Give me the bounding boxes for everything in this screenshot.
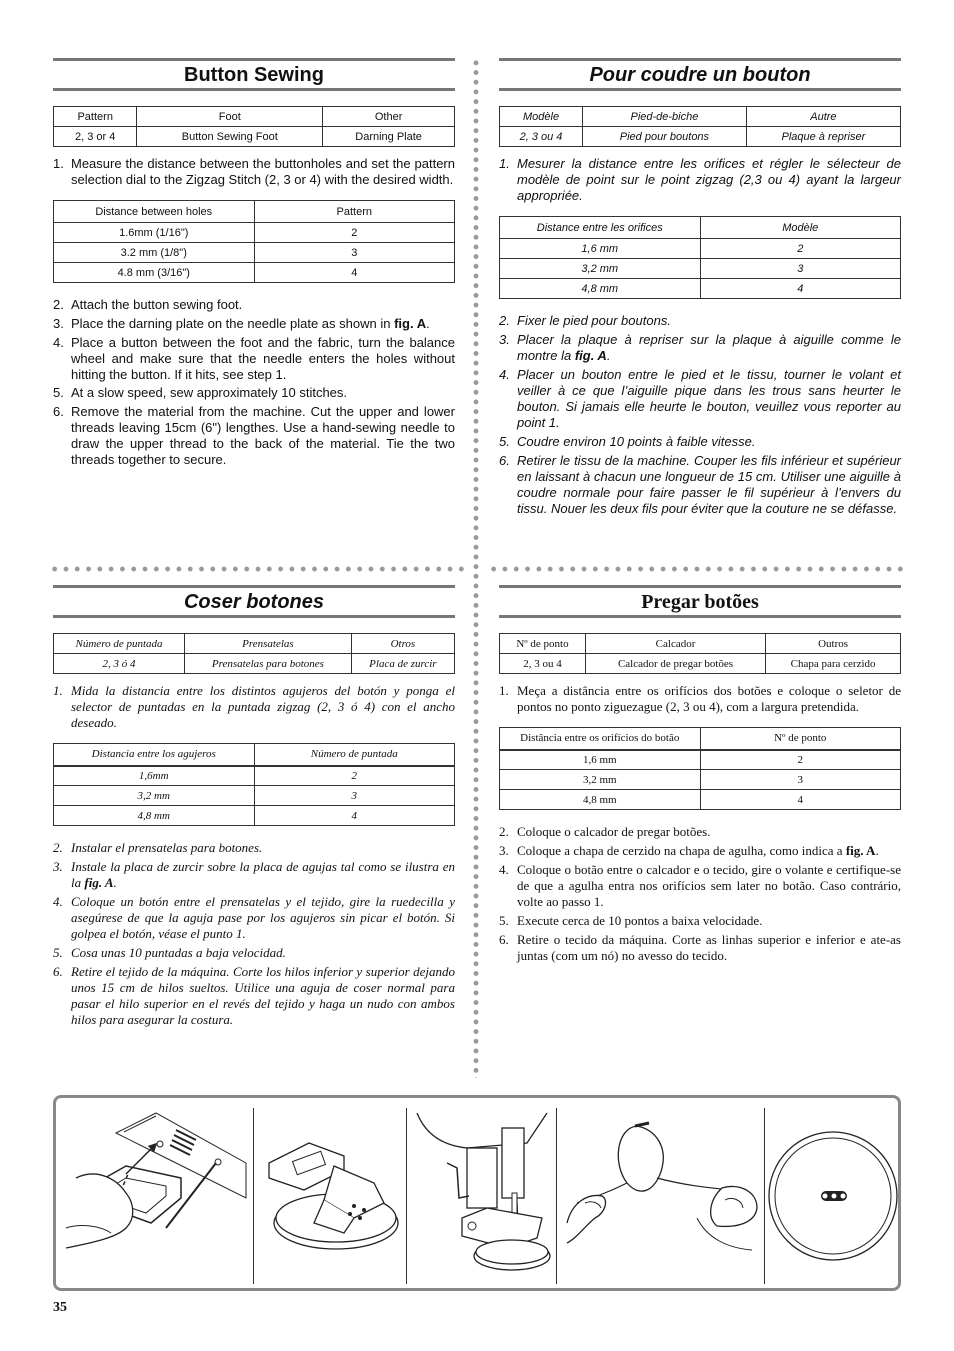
page-number: 35: [53, 1300, 67, 1315]
section-english: [53, 58, 455, 471]
illustration-panel: [53, 1095, 901, 1291]
table-cell: Nº de ponto: [500, 634, 586, 654]
steps-english-a: [53, 156, 455, 188]
table-cell: 4: [700, 790, 901, 810]
steps-english-b: [53, 297, 455, 468]
table-cell: Outros: [766, 634, 901, 654]
list-item: 1. Mesurer la distance entre les orifices et régler le sélecteur de modèle de point sur le point zigzag (2,3 ou 4) ayant la largeur appropriée.: [499, 156, 901, 203]
table-cell: Distância entre os orifícios do botão: [500, 728, 701, 750]
table-cell: 4: [254, 263, 455, 283]
table-cell: Distance between holes: [54, 201, 255, 223]
table-cell: 4.8 mm (3/16"): [54, 263, 255, 283]
list-item: 3. Coloque a chapa de cerzido na chapa de agulha, como indica a fig. A.: [499, 843, 879, 858]
section-title-french: Pour coudre un bouton: [499, 58, 901, 91]
list-item: 5. At a slow speed, sew approximately 10 stitches.: [53, 385, 348, 400]
steps-portuguese-b: [499, 824, 901, 964]
section-french: [499, 58, 901, 520]
darning-plate-figure: [56, 1108, 252, 1288]
distance-table-french: [499, 216, 901, 299]
table-cell: 1,6mm: [54, 766, 255, 786]
list-item: 6. Retire el tejido de la máquina. Corte los hilos inferior y superior dejando unos 15 cm de hilos sueltos. Utilice una aguja de coser normal para pasar el hilo superior en el revés del tejido y haga un nudo con ambos hilos para asegurar la costura.: [53, 964, 455, 1027]
table-cell: Modèle: [700, 217, 901, 239]
table-cell: 3: [254, 786, 455, 806]
distance-table-spanish: [53, 743, 455, 826]
table-cell: Prensatelas para botones: [185, 654, 352, 674]
table-cell: 2, 3 ou 4: [500, 654, 586, 674]
table-cell: Nº de ponto: [700, 728, 901, 750]
list-item: 2. Instalar el prensatelas para botones.: [53, 840, 263, 855]
table-cell: 3: [700, 259, 901, 279]
table-cell: Button Sewing Foot: [137, 127, 323, 147]
table-cell: Otros: [351, 634, 454, 654]
table-cell: 3: [254, 243, 455, 263]
list-item: 1. Meça a distância entre os orifícios dos botões e coloque o seletor de pontos no ponto ziguezague (2, 3 ou 4), com a largura pretendida.: [499, 683, 901, 714]
table-cell: Distancia entre los agujeros: [54, 744, 255, 766]
list-item: 3. Placer la plaque à repriser sur la plaque à aiguille comme le montre la fig. A.: [499, 332, 901, 363]
list-item: 6. Retirer le tissu de la machine. Couper les fils inférieur et supérieur en laissant à chacun une longueur de 15 cm. Utiliser une aiguille à coudre normale pour faire passer le fil supérieur à l’envers du tissu. Nouer les deux fils pour éviter que la couture ne se défasse.: [499, 453, 901, 516]
table-cell: 4,8 mm: [500, 279, 701, 299]
table-cell: 3: [700, 770, 901, 790]
table-cell: 1,6 mm: [500, 750, 701, 770]
section-spanish: [53, 585, 455, 1031]
table-cell: 1,6 mm: [500, 239, 701, 259]
table-cell: Autre: [746, 107, 900, 127]
list-item: 4. Placer un bouton entre le pied et le tissu, tourner le volant et veiller à ce que l’aiguille pique dans les trous sans heurter le bouton. Si jamais elle heurte le bouton, veuillez vous reporter au point 1.: [499, 367, 901, 430]
list-item: 4. Coloque o botão entre o calcador e o tecido, gire o volante e certifique-se de que a agulha entra nos orifícios sem later no botão. Caso contrário, volte ao passo 1.: [499, 862, 901, 909]
table-cell: Other: [323, 107, 455, 127]
list-item: 5. Cosa unas 10 puntadas a baja velocidad.: [53, 945, 286, 960]
pattern-foot-table-spanish: [53, 633, 455, 674]
pattern-foot-table-english: [53, 106, 455, 147]
distance-table-english: [53, 200, 455, 283]
table-cell: Pied pour boutons: [583, 127, 747, 147]
list-item: 6. Remove the material from the machine. Cut the upper and lower threads leaving 15cm (6") lengthes. Use a hand-sewing needle to draw the upper thread to the back of the material. Tie the two threads together to secure.: [53, 404, 455, 467]
pattern-foot-table-portuguese: [499, 633, 901, 674]
table-cell: 2, 3 ou 4: [500, 127, 583, 147]
table-cell: Chapa para cerzido: [766, 654, 901, 674]
table-cell: 2: [254, 766, 455, 786]
table-cell: 2: [254, 223, 455, 243]
finished-button-figure: [765, 1108, 901, 1288]
steps-spanish-b: [53, 840, 455, 1028]
table-cell: Prensatelas: [185, 634, 352, 654]
table-cell: 3,2 mm: [500, 259, 701, 279]
table-cell: 4,8 mm: [500, 790, 701, 810]
table-cell: Plaque à repriser: [746, 127, 900, 147]
list-item: 6. Retire o tecido da máquina. Corte as linhas superior e inferior e ate-as juntas (com um nó) no avesso do tecido.: [499, 932, 901, 963]
table-cell: 4,8 mm: [54, 806, 255, 826]
table-cell: Número de puntada: [254, 744, 455, 766]
steps-spanish-a: [53, 683, 455, 731]
table-cell: Darning Plate: [323, 127, 455, 147]
list-item: 4. Place a button between the foot and the fabric, turn the balance wheel and make sure that the needle enters the holes without hitting the button. If it hits, see step 1.: [53, 335, 455, 382]
table-cell: Foot: [137, 107, 323, 127]
table-cell: 4: [700, 279, 901, 299]
table-cell: Calcador de pregar botões: [585, 654, 765, 674]
table-cell: 2, 3 or 4: [54, 127, 137, 147]
list-item: 1. Mida la distancia entre los distintos agujeros del botón y ponga el selector de puntadas en la puntada zigzag (2, 3 ó 4) con el ancho deseado.: [53, 683, 455, 730]
list-item: 4. Coloque un botón entre el prensatelas y el tejido, gire la ruedecilla y asegúrese de que la aguja pase por los agujeros sin picar el botón. Si golpea el botón, véase el punto 1.: [53, 894, 455, 941]
table-cell: 2, 3 ó 4: [54, 654, 185, 674]
table-cell: Pattern: [254, 201, 455, 223]
section-title-english: Button Sewing: [53, 58, 455, 91]
list-item: 5. Execute cerca de 10 pontos a baixa velocidade.: [499, 913, 763, 928]
steps-portuguese-a: [499, 683, 901, 715]
table-cell: 1.6mm (1/16"): [54, 223, 255, 243]
pattern-foot-table-french: [499, 106, 901, 147]
table-cell: Número de puntada: [54, 634, 185, 654]
list-item: 3. Instale la placa de zurcir sobre la placa de agujas tal como se ilustra en la fig. A.: [53, 859, 455, 890]
section-portuguese: [499, 585, 901, 967]
tying-threads-figure: [557, 1108, 764, 1288]
list-item: 1. Measure the distance between the buttonholes and set the pattern selection dial to the Zigzag Stitch (2, 3 or 4) with the desired width.: [53, 156, 455, 187]
table-cell: Distance entre les orifices: [500, 217, 701, 239]
horizontal-dotted-divider-left: [49, 566, 468, 572]
table-cell: Placa de zurcir: [351, 654, 454, 674]
table-cell: 2: [700, 239, 901, 259]
needle-and-foot-figure: [407, 1108, 557, 1288]
button-sewing-foot-figure: [254, 1108, 406, 1288]
table-cell: 3,2 mm: [500, 770, 701, 790]
table-cell: 3,2 mm: [54, 786, 255, 806]
horizontal-dotted-divider-right: [488, 566, 904, 572]
steps-french-b: [499, 313, 901, 517]
distance-table-portuguese: [499, 727, 901, 810]
steps-french-a: [499, 156, 901, 204]
table-cell: 3.2 mm (1/8"): [54, 243, 255, 263]
table-cell: Modèle: [500, 107, 583, 127]
section-title-spanish: Coser botones: [53, 585, 455, 618]
table-cell: 4: [254, 806, 455, 826]
section-title-portuguese: Pregar botões: [499, 585, 901, 618]
table-cell: Calcador: [585, 634, 765, 654]
table-cell: 2: [700, 750, 901, 770]
list-item: 2. Coloque o calcador de pregar botões.: [499, 824, 711, 839]
list-item: 5. Coudre environ 10 points à faible vitesse.: [499, 434, 756, 449]
list-item: 2. Attach the button sewing foot.: [53, 297, 243, 312]
list-item: 3. Place the darning plate on the needle plate as shown in fig. A.: [53, 316, 430, 331]
list-item: 2. Fixer le pied pour boutons.: [499, 313, 671, 328]
table-cell: Pied-de-biche: [583, 107, 747, 127]
table-cell: Pattern: [54, 107, 137, 127]
vertical-dotted-divider: [473, 58, 479, 1078]
